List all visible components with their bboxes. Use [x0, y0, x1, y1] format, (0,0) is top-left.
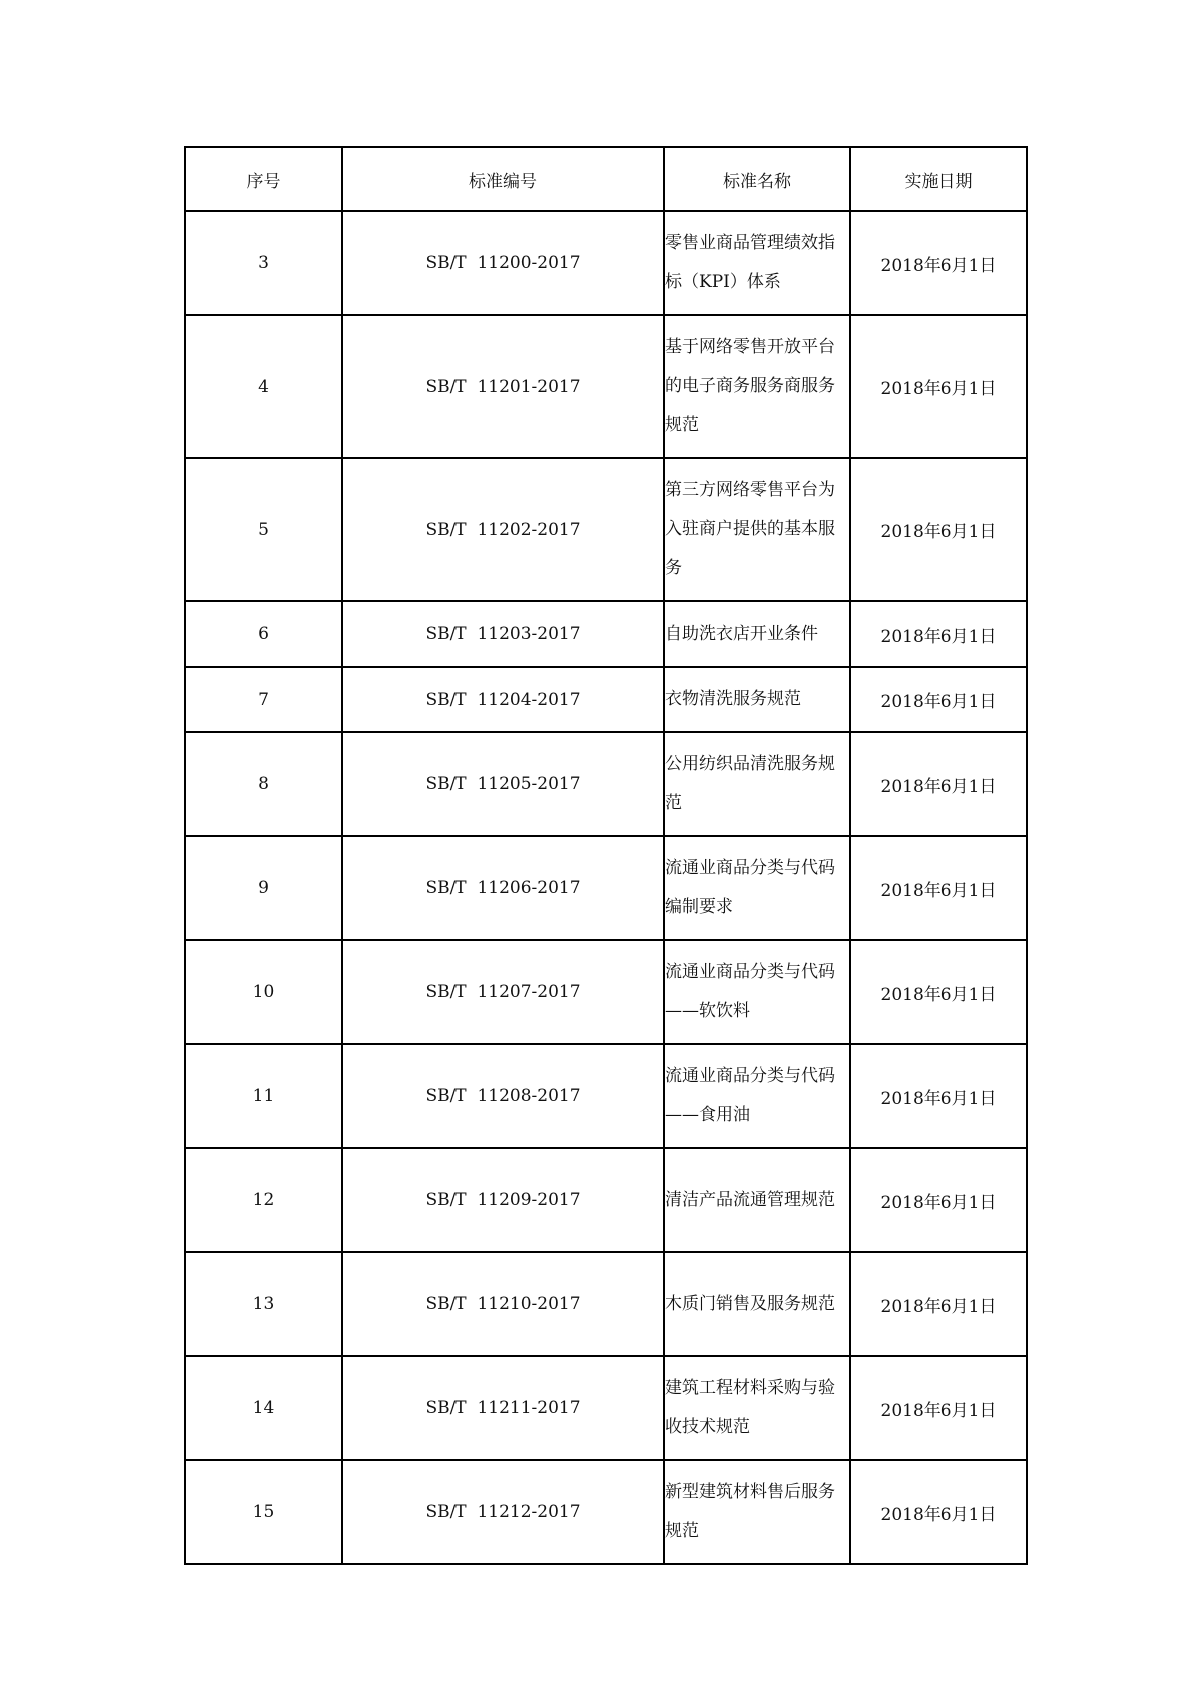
standard-code-cell: SB/T 11204-2017: [342, 667, 664, 732]
standard-code-cell: SB/T 11209-2017: [342, 1148, 664, 1252]
serial-number-cell: 12: [185, 1148, 342, 1252]
serial-number-cell: 4: [185, 315, 342, 458]
serial-number-cell: 15: [185, 1460, 342, 1564]
table-row: [185, 940, 1027, 1044]
effective-date-cell: 2018年6月1日: [850, 1460, 1027, 1564]
effective-date-cell: 2018年6月1日: [850, 732, 1027, 836]
standard-name-cell: 流通业商品分类与代码——软饮料: [664, 940, 850, 1044]
standard-name-cell: 清洁产品流通管理规范: [664, 1148, 850, 1252]
standard-code-cell: SB/T 11205-2017: [342, 732, 664, 836]
serial-number-cell: 5: [185, 458, 342, 601]
standard-name-cell: 公用纺织品清洗服务规范: [664, 732, 850, 836]
serial-number-cell: 8: [185, 732, 342, 836]
effective-date-cell: 2018年6月1日: [850, 315, 1027, 458]
table-row: [185, 458, 1027, 601]
serial-number-cell: 7: [185, 667, 342, 732]
standard-code-cell: SB/T 11210-2017: [342, 1252, 664, 1356]
table-row: [185, 601, 1027, 667]
standard-name-cell: 零售业商品管理绩效指标（KPI）体系: [664, 211, 850, 315]
standard-code-cell: SB/T 11201-2017: [342, 315, 664, 458]
standard-name-cell: 自助洗衣店开业条件: [664, 601, 850, 667]
effective-date-cell: 2018年6月1日: [850, 836, 1027, 940]
serial-number-cell: 13: [185, 1252, 342, 1356]
table-row: [185, 1148, 1027, 1252]
standard-code-cell: SB/T 11207-2017: [342, 940, 664, 1044]
effective-date-cell: 2018年6月1日: [850, 667, 1027, 732]
standard-name-cell: 木质门销售及服务规范: [664, 1252, 850, 1356]
table-row: [185, 667, 1027, 732]
header-effective-date: 实施日期: [850, 147, 1027, 211]
effective-date-cell: 2018年6月1日: [850, 1148, 1027, 1252]
table-row: [185, 836, 1027, 940]
standard-code-cell: SB/T 11206-2017: [342, 836, 664, 940]
standard-name-cell: 流通业商品分类与代码编制要求: [664, 836, 850, 940]
table-row: [185, 1356, 1027, 1460]
effective-date-cell: 2018年6月1日: [850, 1356, 1027, 1460]
table-row: [185, 211, 1027, 315]
effective-date-cell: 2018年6月1日: [850, 1044, 1027, 1148]
effective-date-cell: 2018年6月1日: [850, 940, 1027, 1044]
effective-date-cell: 2018年6月1日: [850, 458, 1027, 601]
serial-number-cell: 11: [185, 1044, 342, 1148]
standard-name-cell: 流通业商品分类与代码——食用油: [664, 1044, 850, 1148]
standard-name-cell: 衣物清洗服务规范: [664, 667, 850, 732]
effective-date-cell: 2018年6月1日: [850, 601, 1027, 667]
serial-number-cell: 10: [185, 940, 342, 1044]
standards-table: [184, 146, 1028, 1565]
standard-code-cell: SB/T 11211-2017: [342, 1356, 664, 1460]
header-serial-number: 序号: [185, 147, 342, 211]
serial-number-cell: 9: [185, 836, 342, 940]
effective-date-cell: 2018年6月1日: [850, 1252, 1027, 1356]
standard-name-cell: 第三方网络零售平台为入驻商户提供的基本服务: [664, 458, 850, 601]
table-row: [185, 1252, 1027, 1356]
standard-name-cell: 基于网络零售开放平台的电子商务服务商服务规范: [664, 315, 850, 458]
effective-date-cell: 2018年6月1日: [850, 211, 1027, 315]
table-row: [185, 1460, 1027, 1564]
standard-name-cell: 新型建筑材料售后服务规范: [664, 1460, 850, 1564]
table-row: [185, 732, 1027, 836]
table-row: [185, 1044, 1027, 1148]
table-header-row: [185, 147, 1027, 211]
serial-number-cell: 3: [185, 211, 342, 315]
standard-name-cell: 建筑工程材料采购与验收技术规范: [664, 1356, 850, 1460]
standard-code-cell: SB/T 11212-2017: [342, 1460, 664, 1564]
serial-number-cell: 6: [185, 601, 342, 667]
table-row: [185, 315, 1027, 458]
standard-code-cell: SB/T 11208-2017: [342, 1044, 664, 1148]
standard-code-cell: SB/T 11203-2017: [342, 601, 664, 667]
serial-number-cell: 14: [185, 1356, 342, 1460]
standard-code-cell: SB/T 11202-2017: [342, 458, 664, 601]
standard-code-cell: SB/T 11200-2017: [342, 211, 664, 315]
header-standard-name: 标准名称: [664, 147, 850, 211]
header-standard-code: 标准编号: [342, 147, 664, 211]
